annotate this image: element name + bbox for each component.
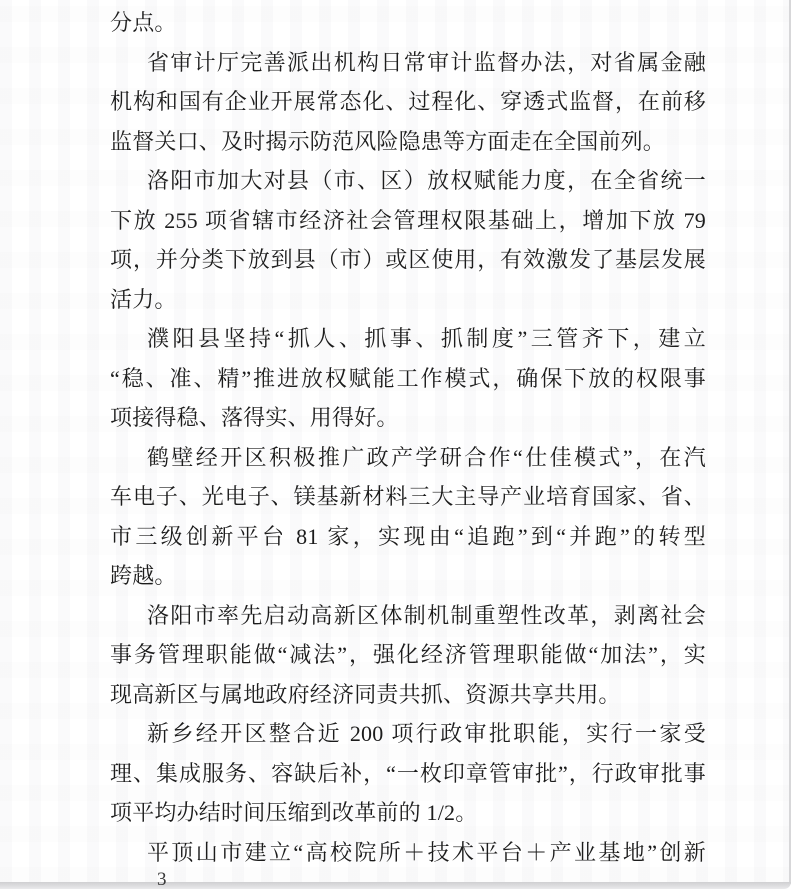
text-line: 濮阳县坚持“抓人、抓事、抓制度”三管齐下，建立: [147, 326, 706, 351]
page-number-fragment: [157, 869, 191, 890]
text-line: 机构和国有企业开展常态化、过程化、穿透式监督，在前移: [110, 89, 706, 114]
text-line: 分点。: [110, 10, 177, 35]
text-line: 项平均办结时间压缩到改革前的 1/2。: [110, 800, 478, 825]
text-line: 项，并分类下放到县（市）或区使用，有效激发了基层发展: [110, 247, 706, 272]
text-line: 事务管理职能做“减法”，强化经济管理职能做“加法”，实: [110, 642, 706, 667]
text-line: 监督关口、及时揭示防范风险隐患等方面走在全国前列。: [110, 128, 666, 154]
text-line: 省审计厅完善派出机构日常审计监督办法，对省属金融: [147, 49, 706, 75]
text-line: 跨越。: [110, 563, 177, 588]
text-line: 新乡经开区整合近 200 项行政审批职能，实行一家受: [147, 721, 706, 746]
text-line: 市三级创新平台 81 家，实现由“追跑”到“并跑”的转型: [110, 523, 706, 549]
page-edge-bottom: [0, 882, 791, 889]
page-number: 3: [157, 869, 167, 890]
page-edge-right: [789, 0, 791, 884]
text-line: 平顶山市建立“高校院所＋技术平台＋产业基地”创新: [147, 839, 706, 865]
text-line: 洛阳市加大对县（市、区）放权赋能力度，在全省统一: [147, 168, 706, 193]
text-line: 项接得稳、落得实、用得好。: [110, 405, 399, 430]
text-line: 车电子、光电子、镁基新材料三大主导产业培育国家、省、: [110, 484, 706, 509]
text-line: 理、集成服务、容缺后补，“一枚印章管审批”，行政审批事: [110, 760, 706, 786]
text-line: 活力。: [110, 286, 177, 312]
text-line: 现高新区与属地政府经济同责共抓、资源共享共用。: [110, 681, 621, 707]
text-line: 下放 255 项省辖市经济社会管理权限基础上，增加下放 79: [110, 207, 706, 233]
text-line: 鹤壁经开区积极推广政产学研合作“仕佳模式”，在汽: [147, 444, 706, 470]
document-body-text: [110, 3, 706, 872]
text-line: 洛阳市率先启动高新区体制机制重塑性改革，剥离社会: [147, 602, 706, 628]
text-line: “稳、准、精”推进放权赋能工作模式，确保下放的权限事: [110, 365, 706, 391]
